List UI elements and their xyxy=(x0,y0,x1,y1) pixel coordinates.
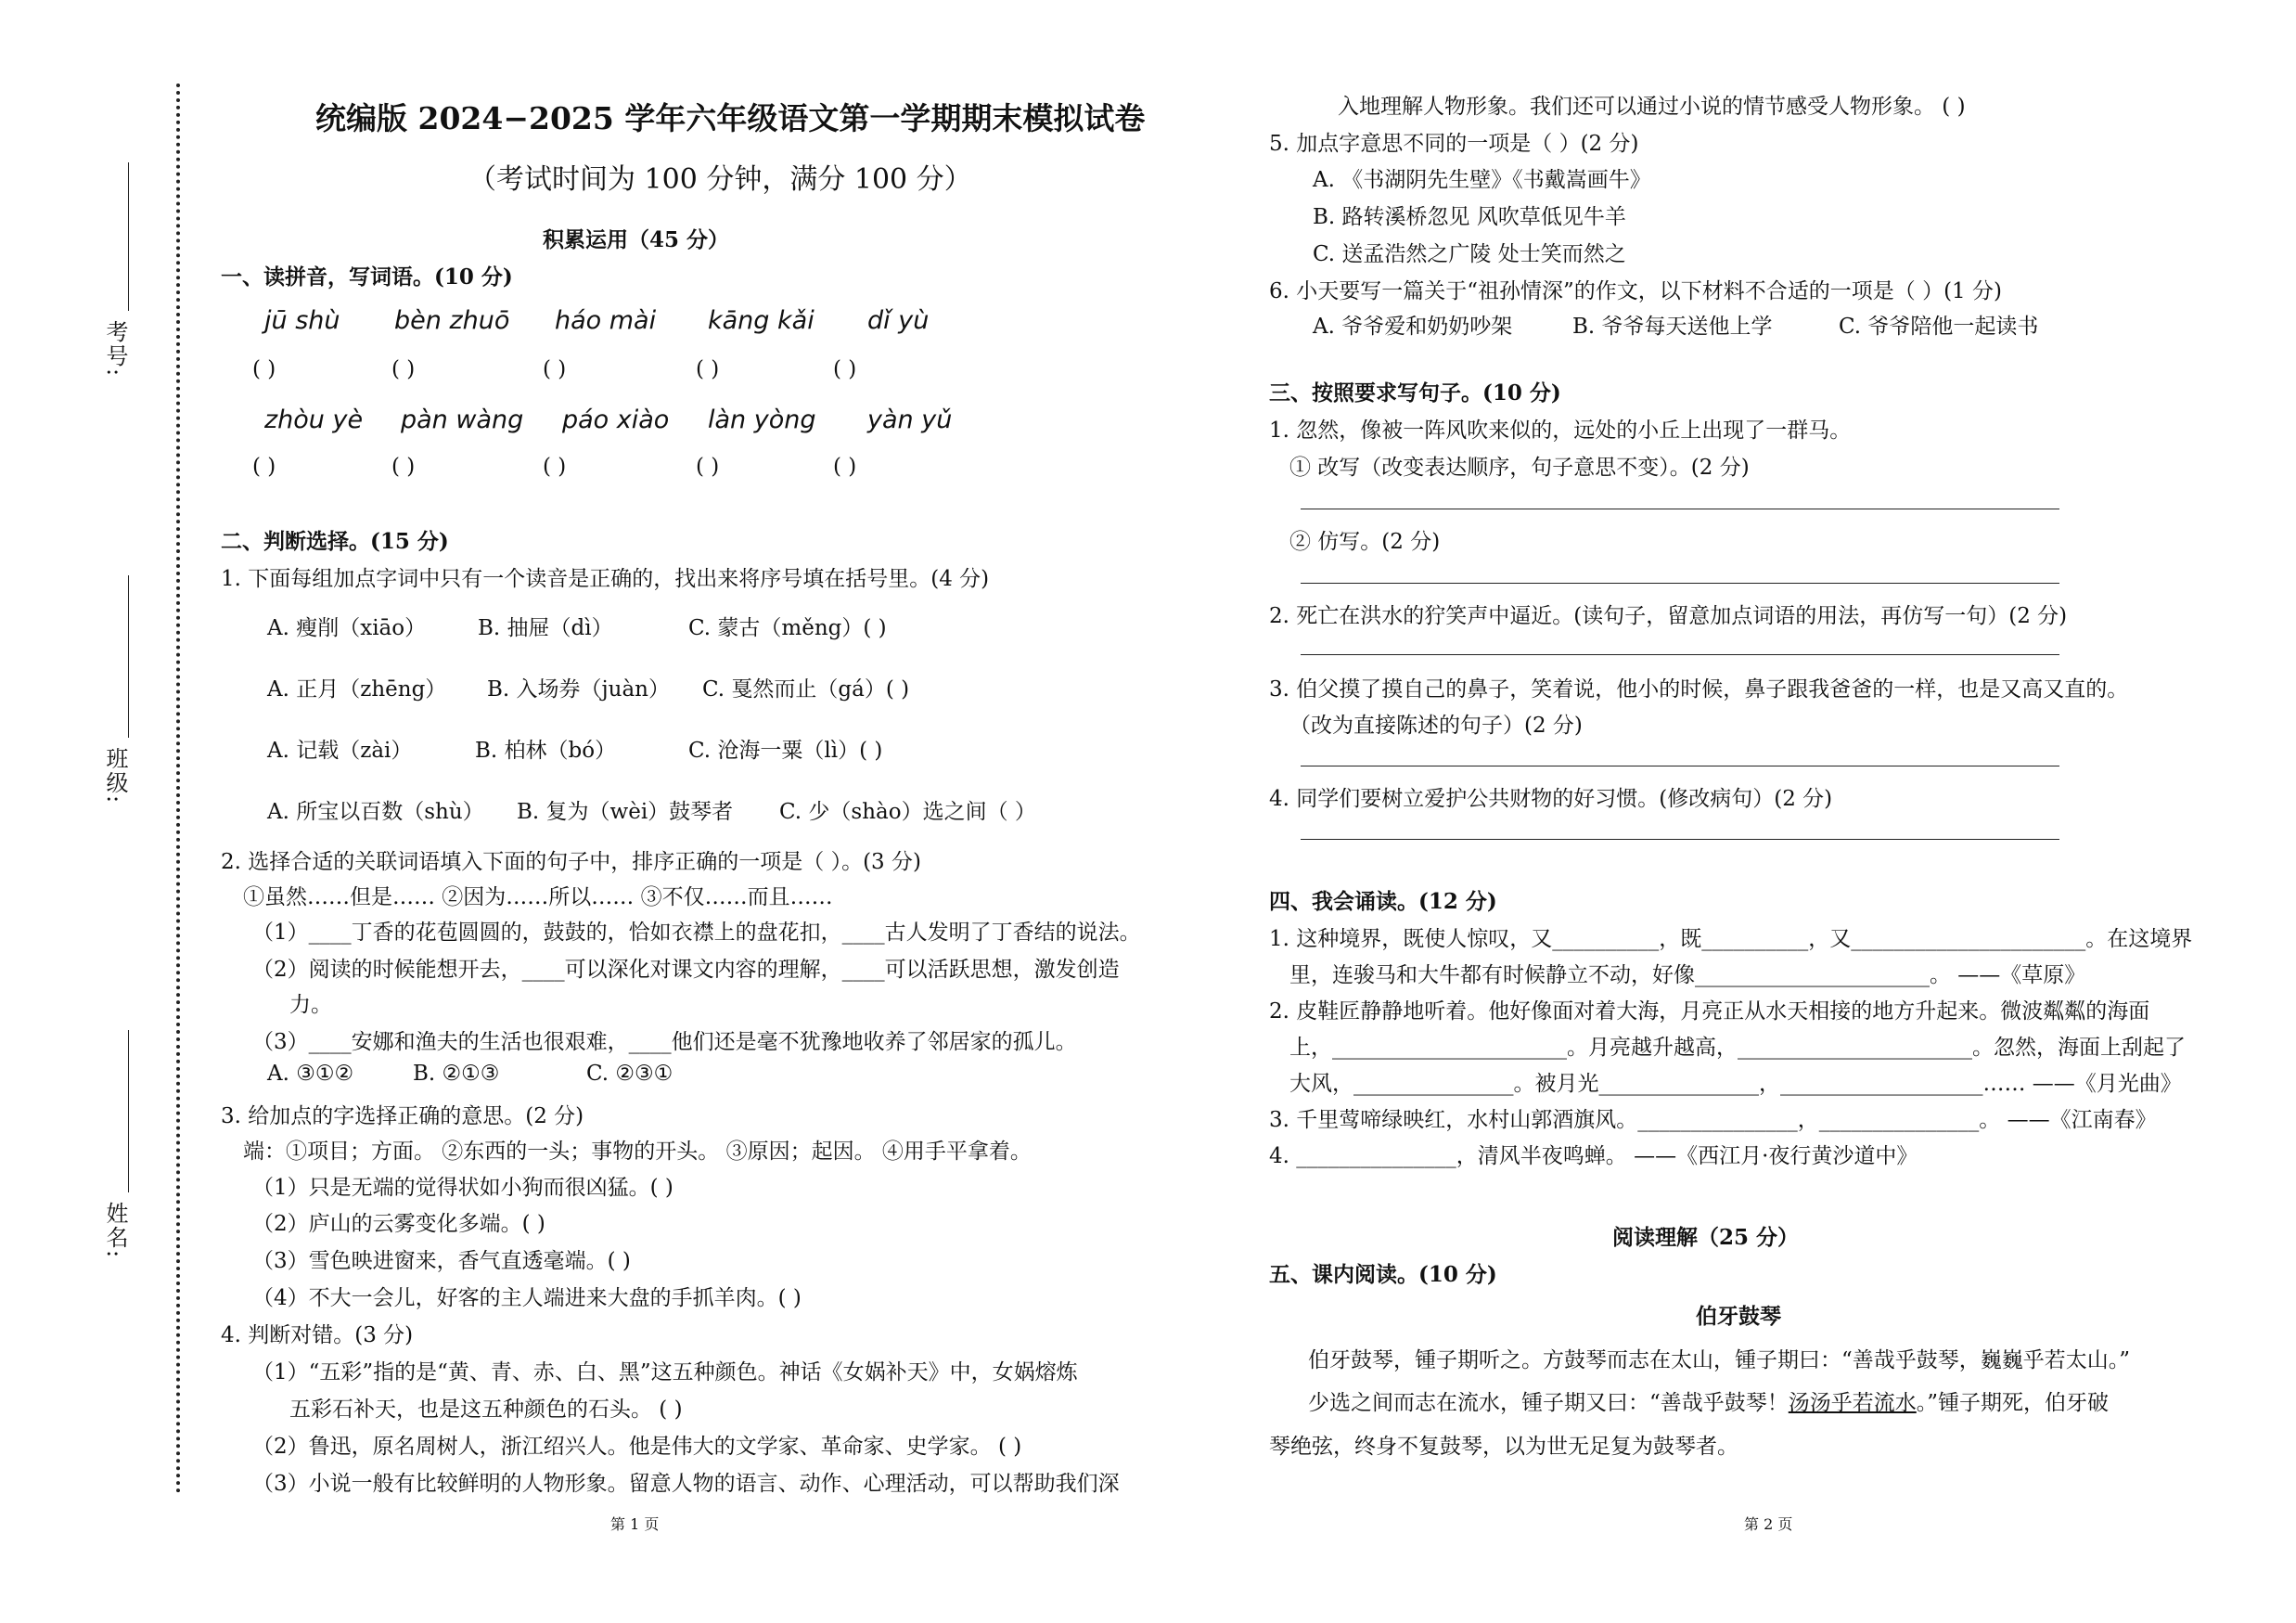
class-line xyxy=(128,575,129,738)
question-text: 3. 给加点的字选择正确的意思。(2 分) xyxy=(221,1104,584,1128)
question-line: 力。 xyxy=(289,993,332,1017)
answer-line[interactable] xyxy=(1301,839,2059,840)
recite-line[interactable]: 里，连骏马和大牛都有时候静立不动，好像______________________。 ——《草原》 xyxy=(1289,963,2086,987)
option-b: B. 抽屉（dì） xyxy=(478,616,613,640)
question-line: （4）不大一会儿，好客的主人端进来大盘的手抓羊肉。( ) xyxy=(252,1286,802,1310)
class-label: 班级: xyxy=(102,747,128,805)
recite-line[interactable]: 1. 这种境界，既使人惊叹，又__________，既__________，又______________________。在这境界 xyxy=(1269,927,2193,951)
answer-paren[interactable]: ( ) xyxy=(833,357,857,381)
question-line: 五彩石补天，也是这五种颜色的石头。 ( ) xyxy=(289,1398,683,1422)
question-line: （3）雪色映进窗来，香气直透毫端。( ) xyxy=(252,1249,631,1273)
question-line: （2）阅读的时候能想开去，____可以深化对课文内容的理解，____可以活跃思想，激发创造 xyxy=(252,958,1120,982)
option-c: C. 送孟浩然之广陵 处士笑而然之 xyxy=(1313,242,1626,266)
question-line: （1）只是无端的觉得状如小狗而很凶猛。( ) xyxy=(252,1176,673,1200)
binding-dotted-line xyxy=(176,84,180,1494)
section-4-heading: 四、我会诵读。(12 分) xyxy=(1269,889,1497,914)
question-text: 6. 小天要写一篇关于“祖孙情深”的作文，以下材料不合适的一项是（ ）(1 分) xyxy=(1269,279,2002,303)
pinyin-item: làn yòng xyxy=(708,406,816,434)
option-c: C. ②③① xyxy=(586,1062,673,1086)
underlined-phrase: 汤汤乎若流水 xyxy=(1788,1391,1917,1415)
pinyin-item: háo mài xyxy=(555,306,657,335)
name-line xyxy=(128,1030,129,1192)
answer-paren[interactable]: ( ) xyxy=(543,455,567,479)
answer-paren[interactable]: ( ) xyxy=(696,455,720,479)
section-2-heading: 二、判断选择。(15 分) xyxy=(221,529,449,554)
answer-line[interactable] xyxy=(1301,583,2059,584)
passage-line: 琴绝弦，终身不复鼓琴，以为世无足复为鼓琴者。 xyxy=(1269,1435,1738,1459)
question-text: 4. 同学们要树立爱护公共财物的好习惯。(修改病句）(2 分) xyxy=(1269,787,1833,811)
question-line: （3）小说一般有比较鲜明的人物形象。留意人物的语言、动作、心理活动，可以帮助我们深 xyxy=(252,1472,1120,1496)
question-line: （2）鲁迅，原名周树人，浙江绍兴人。他是伟大的文学家、革命家、史学家。 ( ) xyxy=(252,1435,1022,1459)
option-a: A. 所宝以百数（shù） xyxy=(267,800,484,824)
section-5-heading: 五、课内阅读。(10 分) xyxy=(1269,1262,1497,1287)
passage-segment: 少选之间而志在流水，锺子期又曰：“善哉乎鼓琴！ xyxy=(1308,1391,1789,1415)
answer-line[interactable] xyxy=(1301,654,2059,655)
section-3-heading: 三、按照要求写句子。(10 分) xyxy=(1269,380,1561,406)
question-line: （2）庐山的云雾变化多端。( ) xyxy=(252,1212,545,1236)
option-a: A. 瘦削（xiāo） xyxy=(267,616,427,640)
question-line: （3）____安娜和渔夫的生活也很艰难，____他们还是毫不犹豫地收养了邻居家的孤儿。 xyxy=(252,1030,1077,1054)
option-c: C. 沧海一粟（lì）( ) xyxy=(688,739,883,763)
option-b: B. 路转溪桥忽见 风吹草低见牛羊 xyxy=(1313,205,1626,229)
pinyin-item: kāng kǎi xyxy=(708,306,815,335)
question-line: ① 改写（改变表达顺序，句子意思不变）。(2 分) xyxy=(1289,456,1750,480)
question-text: 2. 死亡在洪水的狞笑声中逼近。(读句子，留意加点词语的用法，再仿写一句）(2 分) xyxy=(1269,604,2068,628)
question-hint: ①虽然……但是…… ②因为……所以…… ③不仅……而且…… xyxy=(243,885,833,909)
section-title-accumulation: 积累运用（45 分） xyxy=(543,227,730,252)
recite-line[interactable]: 4. _______________，清风半夜鸣蝉。 ——《西江月·夜行黄沙道中》 xyxy=(1269,1144,1918,1168)
recite-line: 2. 皮鞋匠静静地听着。他好像面对着大海，月亮正从水天相接的地方升起来。微波粼粼的海面 xyxy=(1269,999,2150,1024)
section-1-heading: 一、读拼音，写词语。(10 分) xyxy=(221,264,513,290)
option-b: B. 入场券（juàn） xyxy=(487,677,670,702)
name-label: 姓名: xyxy=(102,1202,128,1260)
page-number: 第 2 页 xyxy=(1744,1515,1793,1533)
pinyin-item: bèn zhuō xyxy=(394,306,510,335)
answer-paren[interactable]: ( ) xyxy=(543,357,567,381)
passage-line xyxy=(1308,1385,2109,1416)
answer-paren[interactable]: ( ) xyxy=(252,357,276,381)
section-title-reading: 阅读理解（25 分） xyxy=(1612,1225,1800,1250)
option-a: A. ③①② xyxy=(267,1062,354,1086)
pinyin-item: zhòu yè xyxy=(264,406,364,434)
option-b: B. ②①③ xyxy=(413,1062,500,1086)
question-text: 1. 忽然，像被一阵风吹来似的，远处的小丘上出现了一群马。 xyxy=(1269,419,1852,443)
answer-paren[interactable]: ( ) xyxy=(833,455,857,479)
exam-number-line xyxy=(128,162,129,311)
option-c: C. 爷爷陪他一起读书 xyxy=(1839,315,2039,339)
question-text: 2. 选择合适的关联词语填入下面的句子中，排序正确的一项是（ ）。(3 分) xyxy=(221,850,921,874)
option-a: A. 记载（zài） xyxy=(267,739,413,763)
question-line: 入地理解人物形象。我们还可以通过小说的情节感受人物形象。 ( ) xyxy=(1338,95,1966,119)
option-b: B. 复为（wèi）鼓琴者 xyxy=(517,800,734,824)
answer-paren[interactable]: ( ) xyxy=(391,455,416,479)
passage-title: 伯牙鼓琴 xyxy=(1696,1304,1781,1329)
option-a: A. 爷爷爱和奶奶吵架 xyxy=(1313,315,1513,339)
option-a: A. 《书湖阴先生壁》《书戴嵩画牛》 xyxy=(1313,168,1651,192)
pinyin-item: yàn yǔ xyxy=(867,406,953,434)
option-b: B. 柏林（bó） xyxy=(475,739,617,763)
page-number: 第 1 页 xyxy=(610,1515,660,1533)
pinyin-item: jū shù xyxy=(264,306,340,335)
exam-title: 统编版 2024−2025 学年六年级语文第一学期期末模拟试卷 xyxy=(315,100,1146,136)
question-text: 4. 判断对错。(3 分) xyxy=(221,1323,414,1347)
answer-paren[interactable]: ( ) xyxy=(252,455,276,479)
recite-line[interactable]: 3. 千里莺啼绿映红，水村山郭酒旗风。_______________，_______________。 ——《江南春》 xyxy=(1269,1108,2157,1132)
recite-line[interactable]: 上，______________________。月亮越升越高，______________________。忽然，海面上刮起了 xyxy=(1289,1036,2186,1060)
passage-line: 伯牙鼓琴，锺子期听之。方鼓琴而志在太山，锺子期曰：“善哉乎鼓琴，巍巍乎若太山。” xyxy=(1308,1348,2131,1372)
exam-number-label: 考号: xyxy=(102,320,128,379)
question-line: （改为直接陈述的句子）(2 分) xyxy=(1289,714,1583,738)
question-line: （1）____丁香的花苞圆圆的，鼓鼓的，恰如衣襟上的盘花扣，____古人发明了丁香结的说法。 xyxy=(252,921,1141,945)
question-line: ② 仿写。(2 分) xyxy=(1289,530,1441,554)
option-c: C. 少（shào）选之间（ ） xyxy=(779,800,1036,824)
option-a: A. 正月（zhēng） xyxy=(267,677,447,702)
answer-paren[interactable]: ( ) xyxy=(696,357,720,381)
question-line: （1）“五彩”指的是“黄、青、赤、白、黑”这五种颜色。神话《女娲补天》中，女娲熔炼 xyxy=(252,1360,1078,1385)
option-c: C. 戛然而止（gá）( ) xyxy=(702,677,910,702)
answer-paren[interactable]: ( ) xyxy=(391,357,416,381)
pinyin-item: páo xiào xyxy=(562,406,670,434)
recite-line[interactable]: 大风，_______________。被月光_______________，___________________…… ——《月光曲》 xyxy=(1289,1072,2182,1096)
pinyin-item: dǐ yù xyxy=(867,306,930,335)
question-text: 5. 加点字意思不同的一项是（ ）(2 分) xyxy=(1269,132,1639,156)
exam-subtitle: （考试时间为 100 分钟，满分 100 分） xyxy=(468,163,972,196)
definition-line: 端：①项目；方面。 ②东西的一头；事物的开头。 ③原因；起因。 ④用手平拿着。 xyxy=(243,1140,1032,1164)
option-b: B. 爷爷每天送他上学 xyxy=(1572,315,1773,339)
question-text: 3. 伯父摸了摸自己的鼻子，笑着说，他小的时候，鼻子跟我爸爸的一样，也是又高又直的。 xyxy=(1269,677,2129,702)
pinyin-item: pàn wàng xyxy=(401,406,524,434)
question-text: 1. 下面每组加点字词中只有一个读音是正确的，找出来将序号填在括号里。(4 分) xyxy=(221,567,990,591)
passage-segment: 。”锺子期死，伯牙破 xyxy=(1916,1391,2110,1415)
option-c: C. 蒙古（měng）( ) xyxy=(688,616,887,640)
